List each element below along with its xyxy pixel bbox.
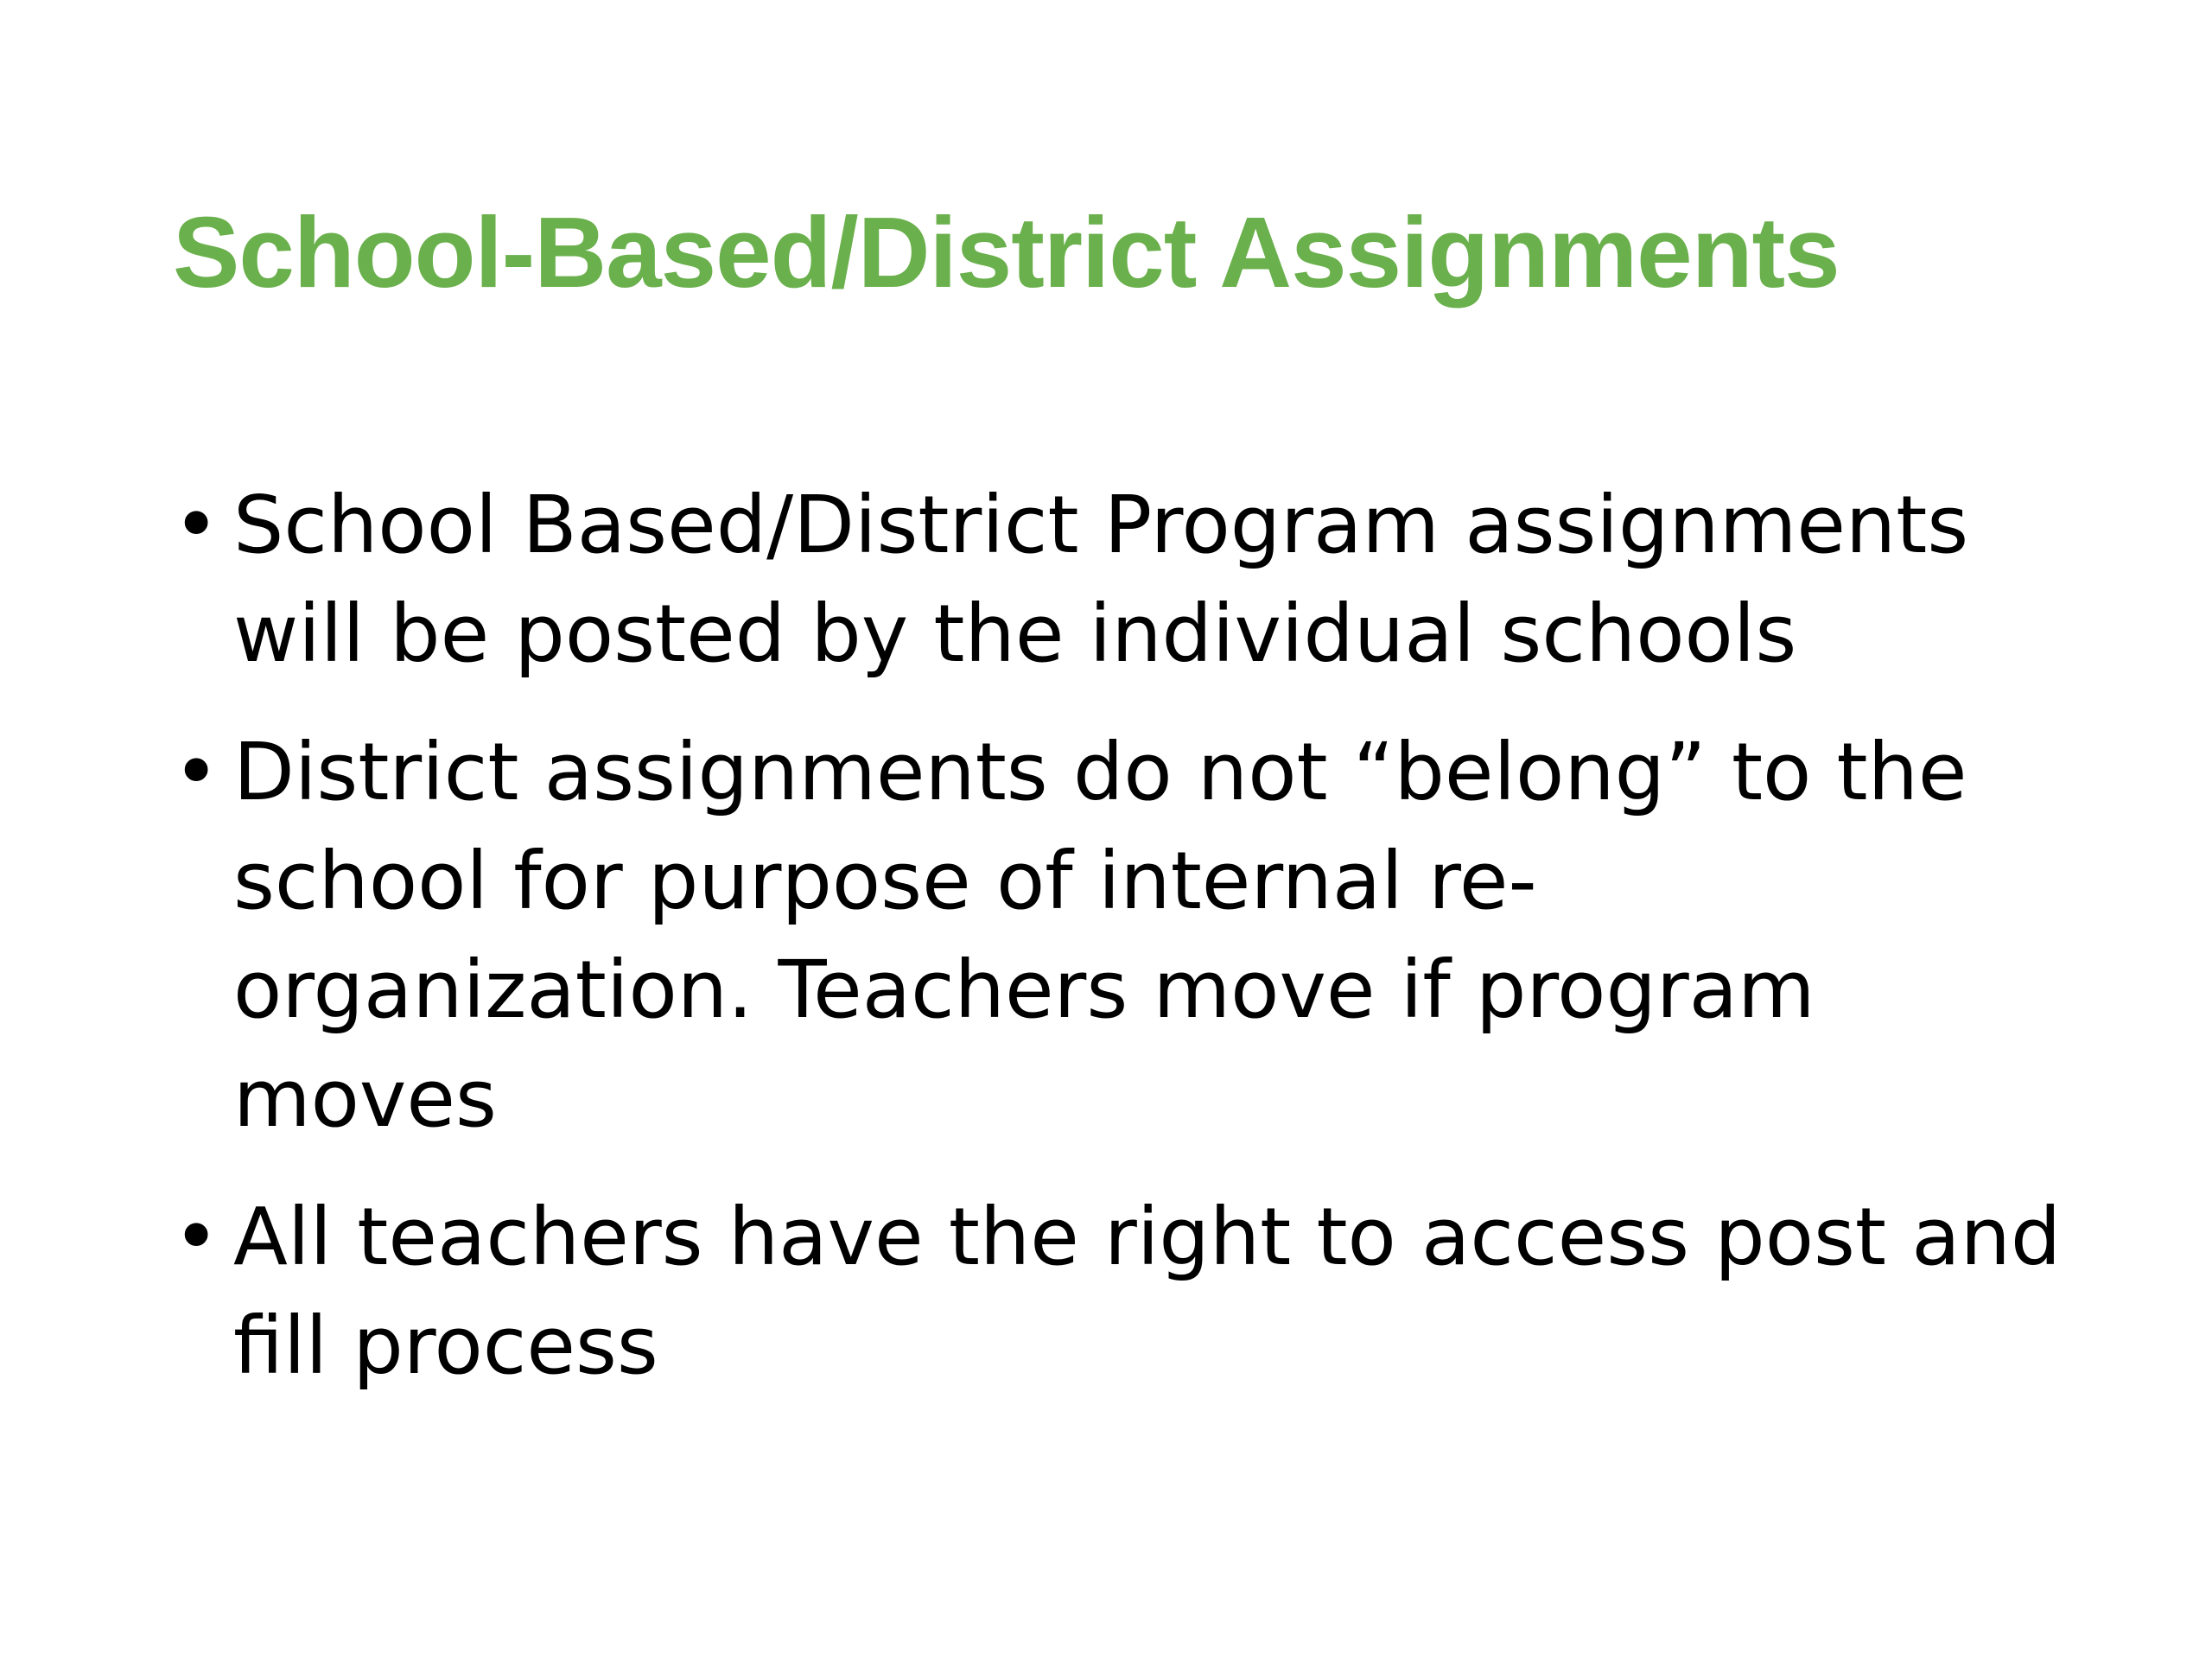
bullet-line: will be posted by the individual schools [233,588,1797,680]
bullet-line: moves [233,1052,497,1145]
bullet-item [173,1183,2074,1401]
bullet-line: organization. Teachers move if program [233,944,1815,1036]
bullet-icon: • [173,1191,220,1283]
bullet-list [173,471,2074,1430]
slide-title: School-Based/District Assignments [173,196,1840,308]
bullet-item [173,718,2074,1154]
bullet-line: School Based/District Program assignments [233,479,1969,571]
bullet-line: fill process [233,1300,658,1392]
bullet-line: school for purpose of internal re- [233,835,1537,927]
bullet-line: All teachers have the right to access post and [233,1191,2062,1283]
bullet-icon: • [173,479,220,571]
bullet-item [173,471,2074,689]
bullet-icon: • [173,726,220,818]
bullet-line: District assignments do not “belong” to the [233,726,1967,818]
